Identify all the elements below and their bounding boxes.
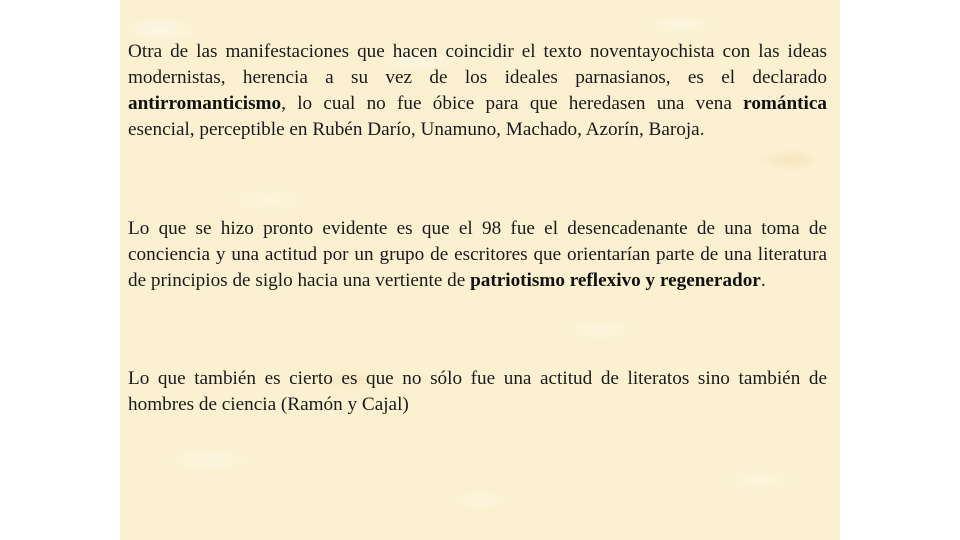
paragraph-1-text-c: esencial, perceptible en Rubén Darío, Unamuno, Machado, Azorín, Baroja. <box>128 119 705 140</box>
paragraph-1-bold-romantica: romántica <box>743 93 827 114</box>
paragraph-1-text-a: Otra de las manifestaciones que hacen coincidir el texto noventayochista con las ideas modernistas, herencia a su vez de los ideales parnasianos, es el declarado <box>128 41 827 88</box>
paragraph-98-desencadenante <box>128 216 827 294</box>
paragraph-antirromanticismo <box>128 39 827 143</box>
paragraph-1-bold-antirromanticismo: antirromanticismo <box>128 93 282 114</box>
paragraph-2-text-b: . <box>760 270 766 291</box>
paragraph-1-text-b: , lo cual no fue óbice para que heredasen una vena <box>281 93 744 114</box>
paragraph-hombres-de-ciencia <box>128 366 827 418</box>
paragraph-3-text: Lo que también es cierto es que no sólo fue una actitud de literatos sino también de hombres de ciencia (Ramón y Cajal) <box>128 368 827 415</box>
slide <box>120 0 840 540</box>
paragraph-2-bold-patriotismo: patriotismo reflexivo y regenerador <box>470 270 761 291</box>
paragraph-2-text-a: Lo que se hizo pronto evidente es que el 98 fue el desencadenante de una toma de conciencia y una actitud por un grupo de escritores que orientarían parte de una literatura de principios de siglo hacia una vertiente de <box>128 218 827 291</box>
